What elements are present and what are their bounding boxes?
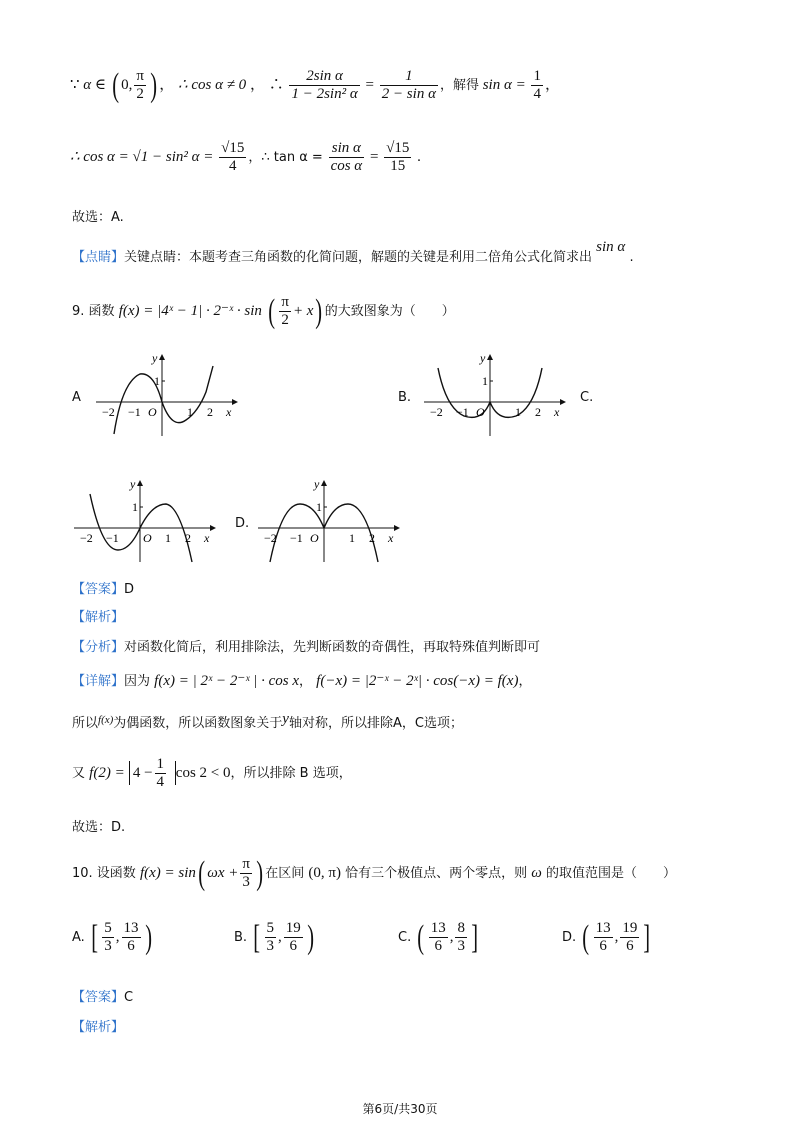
tick-neg1: −1	[456, 405, 469, 419]
tick-neg2: −2	[264, 531, 277, 545]
bracket-open: [	[253, 918, 261, 956]
bracket-open: (	[417, 918, 425, 956]
even-y: y	[282, 711, 289, 727]
x-label: x	[204, 531, 210, 545]
comment-sin-alpha: sin α	[596, 239, 626, 255]
graph-b	[420, 352, 570, 437]
q10-option-c: C. ( $\frac{13}{6}$ , $\frac{8}{3}$ ]	[398, 918, 478, 956]
x-label: x	[226, 405, 232, 419]
tick-neg2: −2	[80, 531, 93, 545]
bracket-close: ]	[471, 918, 478, 956]
tick-1: 1	[482, 374, 488, 388]
answer-10	[72, 986, 133, 1005]
therefore-symbol: ∴	[268, 77, 284, 93]
fenxi-tag: 【分析】	[72, 640, 125, 655]
tick-pos1: 1	[165, 531, 171, 545]
tick-neg1: −1	[128, 405, 141, 419]
bracket-close: )	[144, 918, 152, 956]
comment-text: 关键点睛：本题考查三角函数的化简问题，解题的关键是利用二倍角公式化简求出	[124, 250, 593, 265]
bracket-close: ]	[643, 918, 651, 956]
paren-open: (	[112, 66, 119, 104]
comment-end: .	[629, 250, 634, 265]
again-line	[72, 750, 352, 796]
tick-neg2: −2	[102, 405, 115, 419]
option-lower: $\frac{13}{6}$	[430, 920, 446, 954]
fenxi-line	[72, 636, 540, 655]
comment-tag: 【点睛】	[72, 250, 125, 265]
graph-c	[70, 478, 220, 563]
answer-tag: 【答案】	[72, 990, 125, 1005]
option-label: C.	[398, 930, 412, 945]
comma: ，	[299, 674, 313, 689]
y-label: y	[314, 477, 320, 491]
q10-option-d: D. ( $\frac{13}{6}$ , $\frac{19}{6}$ ]	[562, 918, 651, 956]
even-fx: f(x)	[98, 714, 114, 726]
comma: ，	[249, 77, 265, 93]
question-9	[72, 288, 455, 334]
again-four: 4 −	[132, 765, 153, 781]
y-arrow	[159, 354, 165, 360]
y-label: y	[480, 351, 486, 365]
graph-a	[92, 352, 242, 437]
option-upper: $\frac{19}{6}$	[622, 920, 638, 954]
analysis-9-tag: 【解析】	[72, 610, 125, 625]
q10-interval: (0, π)	[308, 865, 341, 881]
line-1	[70, 62, 560, 108]
option-c-label: C.	[580, 390, 594, 405]
again-f2: f(2) =	[89, 765, 125, 781]
detail-because: 因为	[124, 674, 151, 689]
fraction-b: $\frac{1}{\text{2 − sin α}}$	[381, 68, 436, 103]
even-a: 所以	[72, 716, 99, 731]
equals: =	[369, 149, 379, 165]
pi-over-3: $\frac{\pi}{3}$	[242, 856, 250, 890]
therefore-cos: ∴ cos α ≠ 0	[178, 77, 247, 93]
answer-9	[72, 578, 134, 597]
curve	[114, 366, 213, 434]
tick-pos2: 2	[535, 405, 541, 419]
result-fraction: $\frac{1}{4}$	[533, 68, 541, 103]
question-10	[72, 850, 676, 896]
period: .	[417, 149, 421, 165]
tick-1: 1	[154, 374, 160, 388]
q10-inner: ωx +	[207, 865, 239, 881]
bracket-close: )	[307, 918, 314, 956]
q9-number: 9. 函数	[72, 304, 115, 319]
detail-tag: 【详解】	[72, 674, 125, 689]
again-cos: cos 2 < 0	[175, 765, 231, 781]
sin-alpha-equals: sin α =	[482, 77, 526, 93]
paren-open: (	[198, 854, 205, 892]
x-arrow	[232, 399, 238, 405]
option-label: B.	[234, 930, 248, 945]
comma: ，	[544, 77, 560, 93]
option-d-label: D.	[235, 516, 250, 531]
even-line	[72, 712, 463, 732]
tick-1: 1	[132, 500, 138, 514]
y-arrow	[321, 480, 327, 486]
x-label: x	[554, 405, 560, 419]
x-arrow	[210, 525, 216, 531]
even-c: 轴对称，所以排除A，C选项；	[288, 716, 463, 731]
plus-x: + x	[292, 303, 314, 319]
page-footer: 第6页/共30页	[362, 1102, 438, 1116]
q10-option-a: A. [ $\frac{5}{3}$ , $\frac{13}{6}$ )	[72, 918, 152, 956]
bracket-open: [	[91, 918, 98, 956]
option-upper: $\frac{13}{6}$	[123, 920, 139, 954]
option-b-label: B.	[398, 390, 412, 405]
pi-over-2: $\frac{\pi}{2}$	[281, 294, 289, 328]
tick-pos2: 2	[207, 405, 213, 419]
sin-over-cos: $\frac{\text{sin α}}{\text{cos α}}$	[330, 140, 363, 175]
cos-alpha-expr: ∴ cos α = √1 − sin² α =	[70, 149, 214, 165]
q10-number: 10. 设函数	[72, 866, 136, 881]
x-label: x	[388, 531, 394, 545]
origin-label: O	[143, 531, 152, 545]
tick-1: 1	[316, 500, 322, 514]
again-a: 又	[72, 766, 86, 781]
even-b: 为偶函数，所以函数图象关于	[113, 716, 283, 731]
fenxi-text: 对函数化简后，利用排除法，先判断函数的奇偶性，再取特殊值判断即可	[124, 640, 541, 655]
fraction-a: $\frac{\text{2sin α}}{\text{1 − 2sin² α}}$	[291, 68, 358, 103]
paren-close: )	[150, 66, 157, 104]
tick-pos1: 1	[349, 531, 355, 545]
q10-option-b: B. [ $\frac{5}{3}$ , $\frac{19}{6}$ )	[234, 918, 314, 956]
option-label: D.	[562, 930, 577, 945]
tick-neg1: −1	[106, 531, 119, 545]
tick-pos1: 1	[187, 405, 193, 419]
sqrt15-over-4: $\frac{√15}{4}$	[221, 140, 245, 175]
line-2	[70, 134, 421, 180]
x-arrow	[394, 525, 400, 531]
tick-pos2: 2	[369, 531, 375, 545]
again-tail: ，所以排除 B 选项，	[230, 766, 352, 781]
option-lower: $\frac{5}{3}$	[266, 920, 275, 954]
paren-close: )	[315, 292, 323, 330]
comma: ，	[518, 674, 532, 689]
paren-open: (	[268, 292, 276, 330]
comma: ，	[159, 77, 175, 93]
because-symbol: ∵	[70, 77, 80, 93]
q10-text: 恰有三个极值点、两个零点，则	[345, 866, 528, 881]
equals: =	[365, 77, 374, 93]
paren-close: )	[256, 854, 263, 892]
answer-value: D	[124, 582, 135, 597]
sqrt15-over-15: $\frac{√15}{15}$	[386, 140, 410, 175]
graph-d	[254, 478, 404, 563]
detail-line	[72, 670, 531, 690]
option-label: A.	[72, 930, 85, 945]
q10-func: f(x) = sin	[139, 865, 196, 881]
option-lower: $\frac{5}{3}$	[104, 920, 112, 954]
answer-tag: 【答案】	[72, 582, 125, 597]
tick-pos1: 1	[515, 405, 521, 419]
alpha-in: α ∈	[83, 77, 107, 93]
tick-neg1: −1	[290, 531, 303, 545]
y-arrow	[137, 480, 143, 486]
y-label: y	[130, 477, 136, 491]
pi-over-2: $\frac{\pi}{2}$	[136, 68, 144, 103]
q10-mid: 在区间	[265, 866, 305, 881]
x-arrow	[560, 399, 566, 405]
answer-value: C	[124, 990, 134, 1005]
y-arrow	[487, 354, 493, 360]
origin-label: O	[148, 405, 157, 419]
option-upper: $\frac{8}{3}$	[457, 920, 465, 954]
q10-omega: ω	[531, 865, 542, 881]
analysis-10-tag: 【解析】	[72, 1020, 125, 1035]
detail-fx: f(x) = | 2ˣ − 2⁻ˣ | · cos x	[154, 673, 300, 689]
one-quarter: $\frac{1}{4}$	[156, 756, 165, 791]
solve-text: ，解得	[439, 78, 479, 93]
comment-line	[72, 239, 634, 266]
bracket-open: (	[582, 918, 590, 956]
y-label: y	[152, 351, 158, 365]
choose-d: 故选：D.	[72, 820, 126, 835]
option-lower: $\frac{13}{6}$	[595, 920, 611, 954]
q9-tail: 的大致图象为（ ）	[324, 304, 455, 319]
interval-left: 0,	[121, 77, 133, 93]
q9-function: f(x) = |4ˣ − 1| · 2⁻ˣ · sin	[118, 303, 262, 319]
origin-label: O	[310, 531, 319, 545]
origin-label: O	[476, 405, 485, 419]
tick-neg2: −2	[430, 405, 443, 419]
option-upper: $\frac{19}{6}$	[285, 920, 301, 954]
choose-a: 故选：A.	[72, 210, 124, 225]
q10-tail: 的取值范围是（ ）	[546, 866, 677, 881]
detail-f-negx: f(−x) = |2⁻ˣ − 2ˣ| · cos(−x) = f(x)	[316, 673, 519, 689]
tick-pos2: 2	[185, 531, 191, 545]
tan-alpha-expr: ，∴ tan α =	[248, 150, 323, 165]
option-a-label: A	[72, 390, 81, 405]
